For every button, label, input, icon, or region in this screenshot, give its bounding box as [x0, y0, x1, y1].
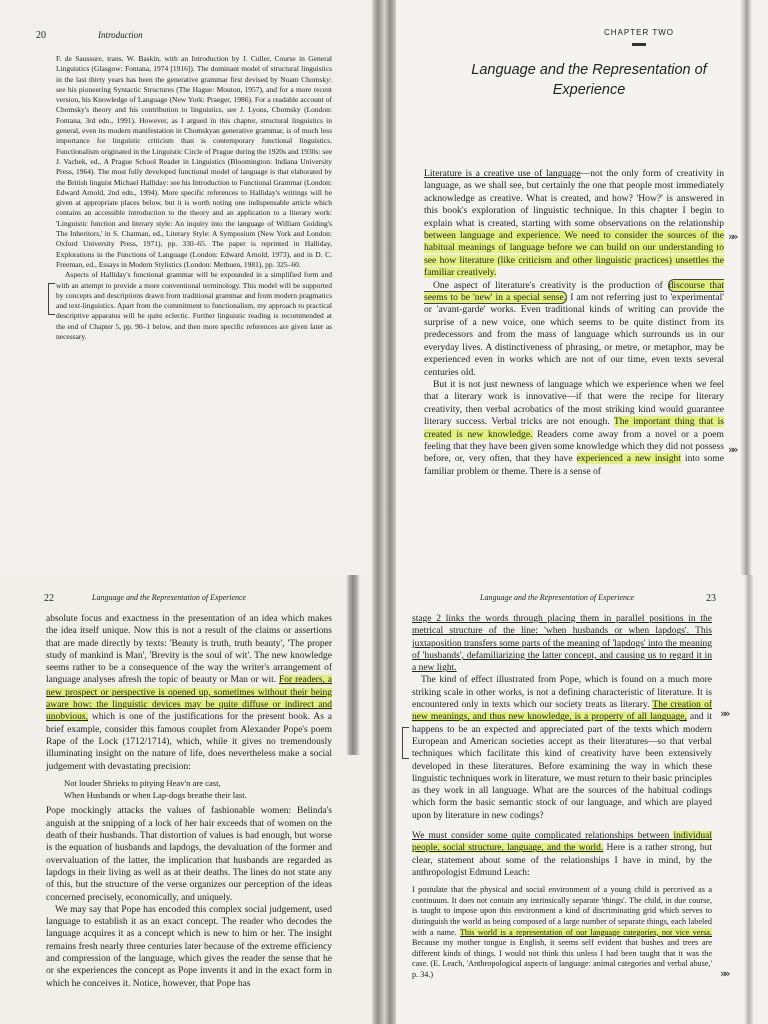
text-run: I am not referring just to 'experimental' or 'avant-garde' works. Even traditional kinds of writing can provide the surprise of a new voice, one which seems to be quite distinct from its predecessors and from the mass of language which surrounds us in our everyday lives. A distinctiveness of phrasing, or metre, or metaphor, may be experienced even in works which are not of our time, even texts several centuries old.: [424, 292, 724, 378]
chapter-label: CHAPTER TWO: [604, 28, 674, 37]
underlined-phrase: Literature is a creative use of language: [424, 168, 581, 179]
text-run: absolute focus and exactness in the presentation of an idea which makes the idea itself unique. Now this is not a result of the claims or assertions that are made directly by texts: 'Beauty is truth, truth beauty', 'The proper study of mankind is Man', 'Brevity is the soul of wit'. The new knowledge seems rather to be a consequence of the way the writer's arrangement of language analyses afresh the topic of beauty or Man or wit.: [46, 614, 332, 686]
body-paragraph: [424, 379, 724, 478]
margin-arrow: »»: [720, 707, 728, 720]
underlined-phrase: We must consider some quite complicated relationships between: [412, 831, 674, 842]
margin-bracket: [402, 727, 409, 759]
chapter-title: [424, 60, 754, 100]
circled-phrase: discourse that seems to be 'new' in a special sense.: [424, 279, 724, 304]
body-paragraph: [412, 674, 712, 822]
endnote-paragraph: F. de Saussure, trans. W. Baskin, with an Introduction by J. Culler, Course in General Linguistics (Glasgow: Fontana, 1974 [1916]). The dominant model of structural linguistics in the last thirty years has been the generative grammar first devised by Noam Chomsky: see his pioneering Syntactic Structures (The Hague: Mouton, 1957), and for a more recent version, his Knowledge of Language (New York: Praeger, 1986). For a readable account of Chomsky's theory and his contribution to linguistics, see J. Lyons, Chomsky (London: Fontana, 3rd edn., 1991). However, as I argued in this chapter, structural linguistics in general, even its modern manifestation in Chomskyan generative grammar, is of much less importance for linguistic criticism than is contemporary functional linguistics. Functionalism originated in the Linguistic Circle of Prague during the 1920s and 1930s: see J. Vachek, ed., A Prague School Reader in Linguistics (Bloomington: Indiana University Press, 1964). The most fully developed functional model of language is that elaborated by the British linguist Michael Halliday: see his Introduction to Functional Grammar (London: Edward Arnold, 2nd edn., 1994). More specific references to Halliday's writings will be given at appropriate places below, but it is worth noting one indispensable article which contains an accessible introduction to the theory and an application to a literary work: 'Linguistic function and literary style: An inquiry into the language of William Golding's The Inheritors,' in S. Chatman, ed., Literary Style: A Symposium (New York and London: Oxford University Press, 1971), pp. 330–65. The paper is reprinted in Halliday, Explorations in the Functions of Language (London: Edward Arnold, 1973), and in D. C. Freeman, ed., Essays in Modern Stylistics (London: Methuen, 1981), pp. 325–60.: [56, 54, 332, 269]
body-paragraph: [412, 830, 712, 879]
margin-bracket: [48, 283, 55, 315]
chapter-title-line: Language and the Representation of: [471, 62, 707, 78]
text-run: into some familiar problem or theme. There is a sense of: [424, 453, 724, 477]
running-head: Language and the Representation of Experience: [92, 593, 247, 602]
body-paragraph: [46, 613, 332, 773]
page-number: 22: [44, 593, 54, 604]
chapter-title-line: Experience: [552, 82, 626, 98]
text-run: The kind of effect illustrated from Pope, which is found on a much more striking scale in other works, is not a defining characteristic of literature. It is encountered only in texts which our society treats as literary.: [412, 675, 712, 711]
page-23: [384, 575, 768, 1024]
book-gutter: [372, 0, 384, 575]
margin-arrow: »»: [728, 443, 736, 456]
page-number: 23: [706, 593, 716, 604]
verse-line: Not louder Shrieks to pitying Heav'n are cast,: [64, 777, 221, 788]
book-gutter: [384, 0, 396, 575]
chapter-body: [424, 168, 724, 478]
page-20: [0, 0, 384, 575]
verse-line: When Husbands or when Lap-dogs breathe their last.: [64, 790, 247, 801]
highlighted-phrase: This world is a representation of our language categories, not vice versa.: [459, 927, 712, 937]
highlighted-phrase: For readers, a new prospect or perspective is opened up, sometimes without their being aware how: the linguistic devices may be quite diffuse or indirect and unobvious,: [46, 675, 332, 723]
highlighted-phrase: The creation of new meanings, and thus new knowledge, is a property of all language,: [412, 700, 712, 723]
chapter-body: [412, 613, 712, 981]
running-head: Language and the Representation of Experience: [480, 593, 635, 602]
highlighted-phrase: . We need to consider the sources of the habitual meanings of language before we can build on our understanding to see how literature (like criticism and other linguistic practices) unsettles the familiar creatively.: [424, 230, 724, 279]
page-edge-shadow: [744, 575, 754, 1024]
text-run: Readers come away from a novel or a poem feeling that they have been given some knowledge which they did not possess before, or, very often, that they have: [424, 428, 724, 465]
body-paragraph: [424, 168, 724, 280]
text-run: —not the only form of creativity in language, as we shall see, but certainly the one that people most immediately acknowledge as creative. What is created, and how? 'How?' is answered in this book's exploration of linguistic technique. In this chapter I begin to explain what is created, starting with some observations on the relationship: [424, 168, 724, 229]
text-run: which is one of the justifications for the present book. As a brief example, consider this famous couplet from Alexander Pope's poem Rape of the Lock (1712/1714), which, while it gives no tremendously illuminating insight on the nature of life, does nevertheless make a social judgement with devastating precision:: [46, 712, 332, 772]
body-paragraph: [412, 613, 712, 674]
text-run: But it is not just newness of language which we experience when we feel that a literary work is innovative—if that were the recipe for literary creativity, then verbal acrobatics of the most striking kind would guarantee literary success. Verbal tricks are not enough.: [424, 378, 724, 428]
margin-arrow: »»: [720, 967, 728, 980]
margin-arrow: »»: [728, 230, 736, 243]
verse-quote: [64, 777, 332, 802]
body-paragraph: [424, 280, 724, 379]
page-edge-shadow: [346, 575, 360, 755]
chapter-rule: [632, 43, 646, 46]
highlighted-phrase: between language and experience: [424, 230, 559, 242]
text-run: and it happens to be an expected and appreciated part of the texts which modern European and American societies accept as their literatures—so that verbal techniques which facilitate this kind of creativity have been extensively developed in these literatures. Before examining the way in which these linguistic techniques work in literature, we must return to their basic principles as they work in all language. What are the sources of the habitual codings which form the basic semantic stock of our language, and which are played upon by literature in new codings?: [412, 712, 712, 821]
body-paragraph: We may say that Pope has encoded this complex social judgement, used language to establish it as an exact concept. The reader who decodes the language acquires it as a concept which is new to him or her. The insight remains fresh nearly three centuries later because of the extreme efficiency and compression of the language, which gives the reader the sense that he or she experiences the concept as Pope invents it and in the exact form in which he conceives it. Notice, however, that Pope has: [46, 904, 332, 989]
text-run: Here is a rather strong, but clear, statement about some of the relationships I have in mind, by the anthropologist Edmund Leach:: [412, 843, 712, 878]
page-number: 20: [36, 30, 46, 41]
text-run: Because my mother tongue is English, it seems self evident that bushes and trees are different kinds of things. I would not think this unless I had been taught that it was the case. (E. Leach, 'Anthropological aspects of language: animal categories and verbal abuse,' p. 34.): [412, 938, 712, 979]
running-head: Introduction: [98, 30, 143, 40]
body-paragraph: Pope mockingly attacks the values of fashionable women: Belinda's anguish at the snipping of a lock of her hair exceeds that of women on the death of their husbands. That distortion of values is bad enough, but worse is the equation of husbands and lapdogs, the devaluation of the former and overvaluation of the latter, the implication that husbands are regarded as lapdogs in their living as well as at their deaths. The lines do not state any of this, but the structure of the verse organizes our perception of the ideas concerned precisely, economically, and uniquely.: [46, 806, 332, 903]
block-quote: [412, 885, 712, 980]
highlighted-phrase: experienced a new insight: [576, 453, 681, 465]
endnote-paragraph: Aspects of Halliday's functional grammar will be expounded in a simplified form and with an attempt to provide a more conventional terminology. This model will be supported by concepts and descriptions drawn from traditional grammar and from modern pragmatics and text-linguistics. Apart from the commitment to functionalism, my approach to practical descriptive apparatus will be quite eclectic. Further linguistic reading is recommended at the end of Chapter 5, pp. 90–1 below, and then more specific references are given later as necessary.: [56, 270, 332, 342]
highlighted-phrase: The important thing that is created is new knowledge.: [424, 416, 724, 440]
text-run: I postulate that the physical and social environment of a young child is perceived as a continuum. It does not contain any intrinsically separate 'things'. The child, in due course, is taught to impose upon this environment a kind of discriminating grid which serves to distinguish the world as being composed of a large number of separate things, each labeled with a name.: [412, 885, 712, 937]
chapter-body: [46, 613, 332, 990]
page-22: [0, 575, 384, 1024]
endnotes-body: [56, 54, 332, 342]
page-21: [384, 0, 768, 575]
book-gutter: [384, 575, 396, 1024]
text-run: One aspect of literature's creativity is the production of: [433, 279, 668, 291]
underlined-paragraph: stage 2 links the words through placing them in parallel positions in the metrical structure of the line: 'when husbands or when lapdogs'. This juxtaposition transfers some parts of the meaning of 'lapdogs' into the meaning of 'husbands', defamiliarizing the latter concept, and causing us to regard it in a new light.: [412, 614, 712, 674]
book-gutter: [372, 575, 384, 1024]
page-edge-shadow: [740, 0, 752, 575]
highlighted-phrase: individual people, social structure, language, and the world.: [412, 831, 712, 854]
